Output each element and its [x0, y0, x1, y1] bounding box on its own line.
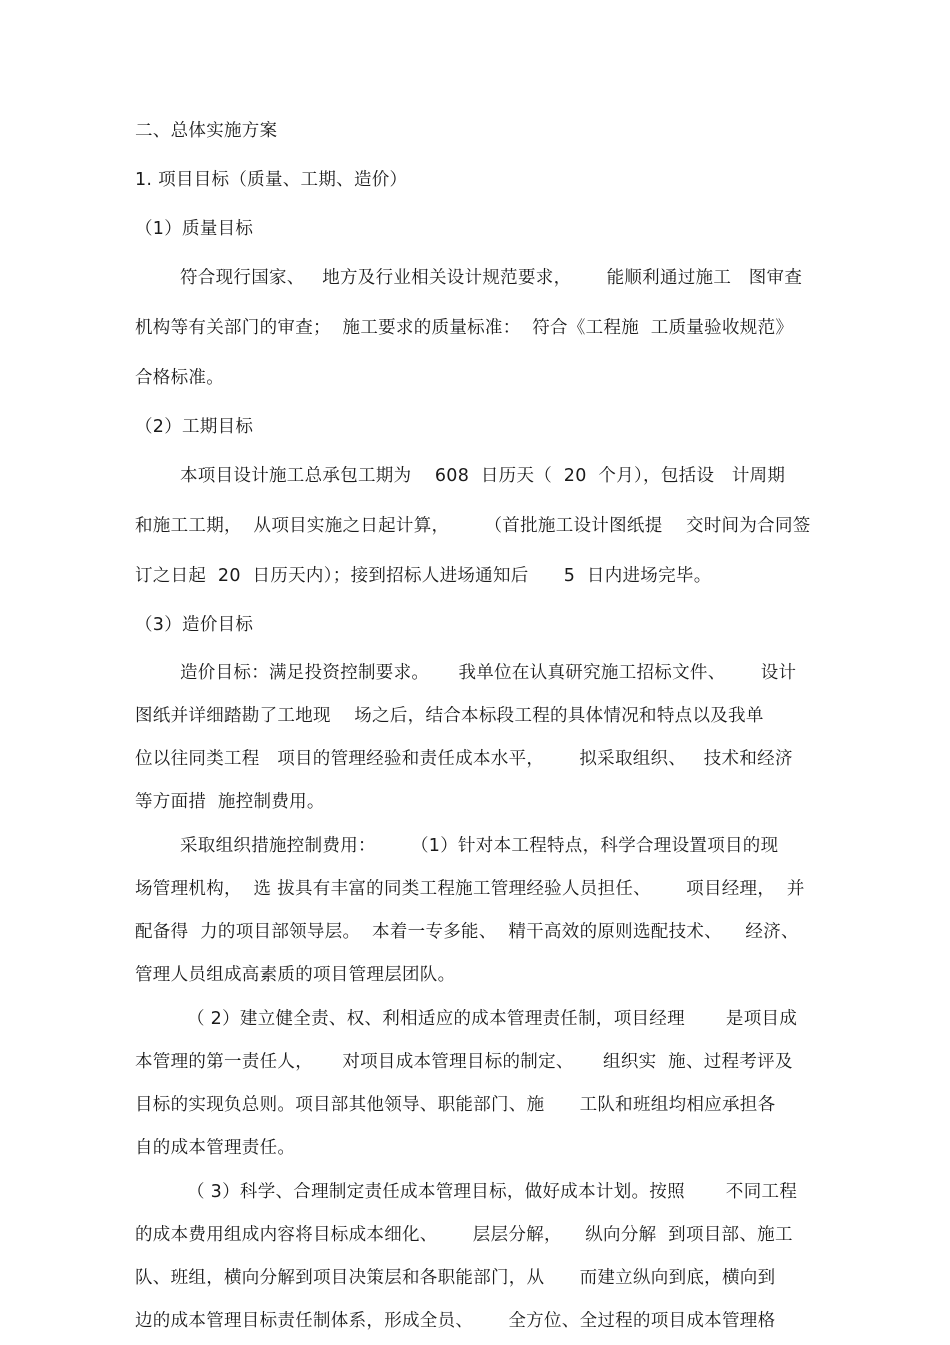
paragraph-line: 位以往同类工程 项目的管理经验和责任成本水平， 拟采取组织、 技术和经济 — [135, 749, 793, 769]
paragraph-line: 符合现行国家、 地方及行业相关设计规范要求， 能顺利通过施工 图审查 — [180, 268, 803, 288]
paragraph-line: 机构等有关部门的审查； 施工要求的质量标准： 符合《工程施 工质量验收规范》 — [135, 318, 794, 338]
paragraph-line: 和施工工期， 从项目实施之日起计算， （首批施工设计图纸提 交时间为合同签 — [135, 516, 811, 536]
paragraph-line: 配备得 力的项目部领导层。 本着一专多能、 精干高效的原则选配技术、 经济、 — [135, 922, 799, 942]
paragraph-line: （ 2）建立健全责、权、利相适应的成本管理责任制，项目经理 是项目成 — [187, 1009, 798, 1029]
paragraph-line: 等方面措 施控制费用。 — [135, 792, 325, 812]
paragraph-line: 图纸并详细踏勘了工地现 场之后，结合本标段工程的具体情况和特点以及我单 — [135, 706, 764, 726]
paragraph-line: 场管理机构， 选 拔具有丰富的同类工程施工管理经验人员担任、 项目经理， 并 — [135, 879, 805, 899]
paragraph-line: 队、班组，横向分解到项目决策层和各职能部门，从 而建立纵向到底，横向到 — [135, 1268, 776, 1288]
subsection-heading: 1. 项目目标（质量、工期、造价） — [135, 170, 408, 190]
schedule-goal-title: （2）工期目标 — [135, 417, 254, 437]
paragraph-line: 的成本费用组成内容将目标成本细化、 层层分解， 纵向分解 到项目部、施工 — [135, 1225, 793, 1245]
paragraph-line: 采取组织措施控制费用： （1）针对本工程特点，科学合理设置项目的现 — [180, 836, 779, 856]
cost-goal-title: （3）造价目标 — [135, 615, 254, 635]
paragraph-line: 管理人员组成高素质的项目管理层团队。 — [135, 965, 456, 985]
quality-goal-title: （1）质量目标 — [135, 219, 254, 239]
paragraph-line: 目标的实现负总则。项目部其他领导、职能部门、施 工队和班组均相应承担各 — [135, 1095, 776, 1115]
paragraph-line: 本管理的第一责任人， 对项目成本管理目标的制定、 组织实 施、过程考评及 — [135, 1052, 793, 1072]
section-heading: 二、总体实施方案 — [135, 121, 278, 141]
paragraph-line: 订之日起 20 日历天内）；接到招标人进场通知后 5 日内进场完毕。 — [135, 566, 712, 586]
paragraph-line: 合格标准。 — [135, 368, 224, 388]
paragraph-line: 造价目标：满足投资控制要求。 我单位在认真研究施工招标文件、 设计 — [180, 663, 797, 683]
paragraph-line: 边的成本管理目标责任制体系，形成全员、 全方位、全过程的项目成本管理格 — [135, 1311, 776, 1331]
paragraph-line: 自的成本管理责任。 — [135, 1138, 296, 1158]
paragraph-line: （ 3）科学、合理制定责任成本管理目标，做好成本计划。按照 不同工程 — [187, 1182, 798, 1202]
paragraph-line: 本项目设计施工总承包工期为 608 日历天（ 20 个月），包括设 计周期 — [180, 466, 786, 486]
